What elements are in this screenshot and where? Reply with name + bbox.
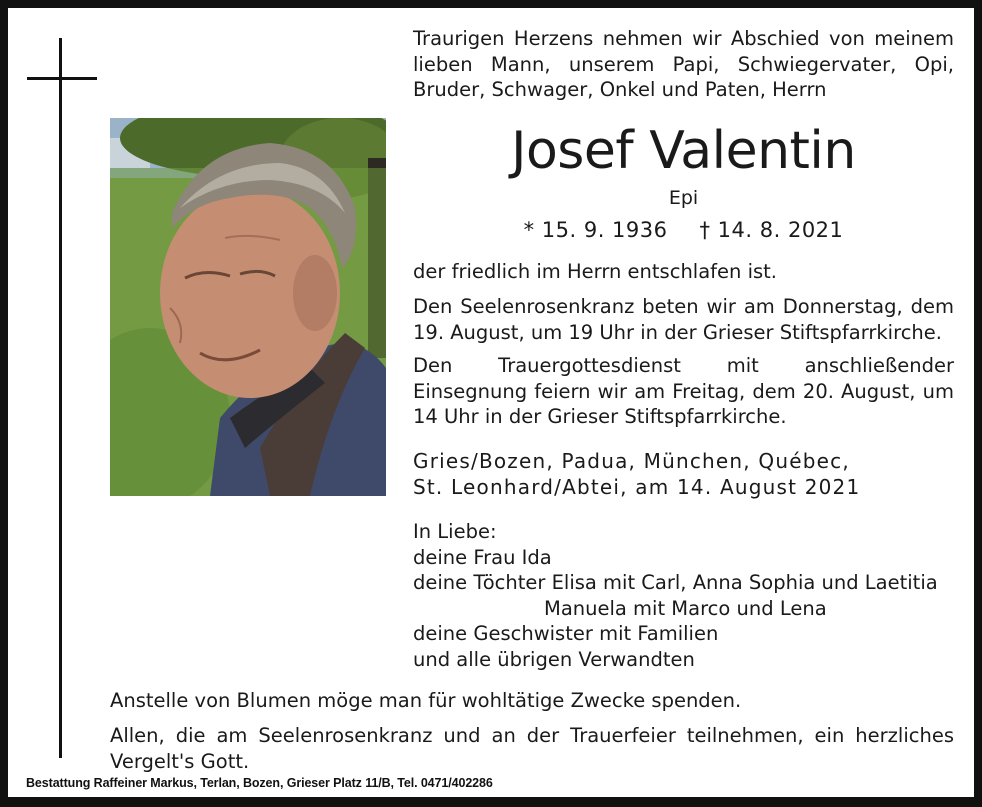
rosary-text: Den Seelenrosenkranz beten wir am Donnerstag, dem 19. August, um 19 Uhr in der Grieser Stiftspfarrkirche.	[413, 295, 954, 344]
deceased-name: Josef Valentin	[511, 121, 856, 181]
places-date	[413, 449, 954, 500]
places-line-2: St. Leonhard/Abtei, am 14. August 2021	[413, 474, 861, 499]
flowers-note: Anstelle von Blumen möge man für wohltätige Zwecke spenden.	[110, 689, 742, 712]
places-line-1: Gries/Bozen, Padua, München, Québec,	[413, 449, 850, 473]
death-date: † 14. 8. 2021	[699, 218, 844, 242]
funeral-text: Den Trauergottesdienst mit anschließender Einsegnung feiern wir am Freitag, dem 20. August, um 14 Uhr in der Grieser Stiftspfarrkirche.	[413, 354, 954, 428]
cross-horizontal-bar	[27, 77, 97, 80]
mourner-relatives: und alle übrigen Verwandten	[413, 647, 695, 671]
thanks-note: Allen, die am Seelenrosenkranz und an der Trauerfeier teilnehmen, ein herzliches Vergelt's Gott.	[110, 724, 954, 773]
mourner-daughters: deine Töchter Elisa mit Carl, Anna Sophia und Laetitia	[413, 571, 938, 594]
cross-vertical-bar	[59, 38, 62, 758]
intro-text: Traurigen Herzens nehmen wir Abschied von meinem lieben Mann, unserem Papi, Schwiegervater, Opi, Bruder, Schwager, Onkel und Paten, Herrn	[413, 27, 954, 101]
nickname: Epi	[668, 187, 699, 209]
portrait-photo	[110, 118, 386, 496]
life-dates	[413, 216, 954, 244]
birth-date: * 15. 9. 1936	[523, 218, 668, 242]
mourners-list	[413, 519, 954, 672]
mourner-daughters-cont: Manuela mit Marco und Lena	[544, 596, 827, 620]
funeral-home-footer: Bestattung Raffeiner Markus, Terlan, Bozen, Grieser Platz 11/B, Tel. 0471/402286	[26, 776, 493, 790]
mourner-siblings: deine Geschwister mit Familien	[413, 622, 719, 645]
mourner-wife: deine Frau Ida	[413, 545, 552, 569]
mourners-heading: In Liebe:	[413, 520, 497, 543]
passed-text: der friedlich im Herrn entschlafen ist.	[413, 260, 778, 283]
